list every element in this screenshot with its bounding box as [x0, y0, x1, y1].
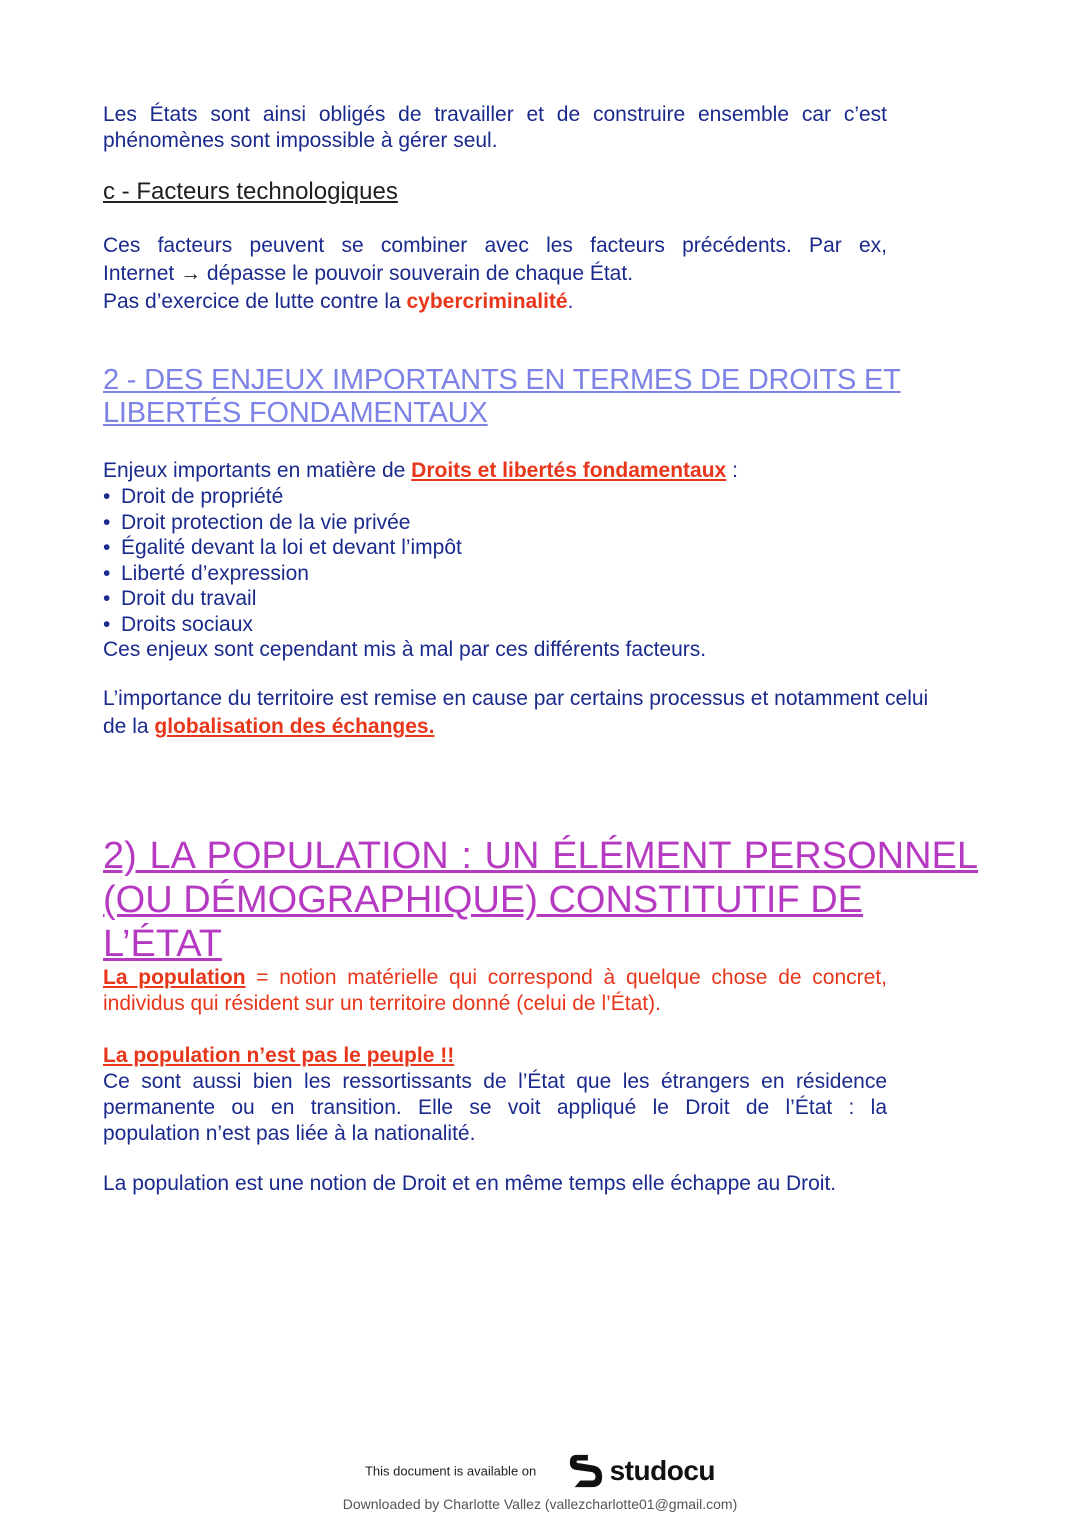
text-line — [103, 289, 887, 315]
section-heading-droits-libertes — [103, 364, 901, 430]
paragraph-population-droit — [103, 1171, 978, 1197]
text-segment: Enjeux importants en matière de — [103, 459, 412, 482]
text-line — [103, 458, 978, 484]
text-line: Ce sont aussi bien les ressortissants de l’État que les étrangers en résidence — [103, 1070, 887, 1093]
text-line: L’importance du territoire est remise en cause par certains processus et notamment celui — [103, 687, 929, 710]
list-item — [103, 586, 978, 612]
text-segment: . — [567, 290, 574, 313]
rights-list — [103, 484, 978, 637]
text-line: Ces enjeux sont cependant mis à mal par ces différents facteurs. — [103, 638, 707, 661]
bullet-icon: • — [103, 587, 111, 610]
footer-studocu — [0, 1452, 1080, 1512]
footer-available-text: This document is available on — [364, 1463, 537, 1479]
text-line: population n’est pas liée à la nationalité. — [103, 1122, 476, 1145]
bullet-icon: • — [103, 510, 111, 534]
keyword-cybercriminalite: cybercriminalité — [406, 290, 568, 313]
bullet-icon: • — [103, 561, 111, 585]
paragraph-states-cooperation — [103, 102, 887, 154]
text-line — [103, 965, 887, 991]
list-item-text: Égalité devant la loi et devant l’impôt — [121, 536, 462, 559]
text-line: Ces facteurs peuvent se combiner avec les facteurs précédents. Par ex, — [103, 234, 887, 257]
text-line: permanente ou en transition. Elle se voit appliqué le Droit de l’État : la — [103, 1096, 887, 1119]
list-item — [103, 510, 978, 536]
list-item — [103, 535, 978, 561]
keyword-globalisation: globalisation des échanges. — [154, 715, 435, 738]
list-item-text: Droit du travail — [121, 587, 257, 610]
text-line: phénomènes sont impossible à gérer seul. — [103, 129, 498, 152]
warning-population-peuple: La population n’est pas le peuple !! — [103, 1044, 455, 1067]
list-item — [103, 561, 978, 587]
text-segment: Pas d’exercice de lutte contre la — [103, 290, 407, 313]
studocu-logo-icon — [567, 1452, 605, 1490]
text-line — [103, 261, 887, 287]
chapter-heading-population — [103, 834, 978, 966]
bullet-icon: • — [103, 485, 111, 508]
paragraph-population-peuple — [103, 1043, 887, 1147]
subheading-technological-factors: c - Facteurs technologiques — [103, 178, 398, 205]
text-line: individus qui résident sur un territoire donné (celui de l’État). — [103, 992, 661, 1015]
text-line — [103, 714, 978, 740]
text-line: Les États sont ainsi obligés de travailler et de construire ensemble car c’est — [103, 103, 887, 126]
text-line: La population est une notion de Droit et en même temps elle échappe au Droit. — [103, 1172, 837, 1195]
text-segment: de la — [103, 715, 155, 738]
list-item — [103, 612, 978, 638]
list-item — [103, 484, 978, 510]
keyword-droits-libertes: Droits et libertés fondamentaux — [411, 459, 727, 482]
studocu-brand-text: studocu — [609, 1455, 715, 1486]
keyword-population: La population — [103, 966, 246, 989]
heading-line: LIBERTÉS FONDAMENTAUX — [103, 397, 488, 429]
paragraph-population-definition — [103, 965, 887, 1017]
heading-line: (OU DÉMOGRAPHIQUE) CONSTITUTIF DE L’ÉTAT — [103, 879, 863, 965]
text-segment: = notion matérielle qui correspond à quelque chose de concret, — [245, 966, 887, 989]
bullet-icon: • — [103, 536, 111, 559]
paragraph-technological-factors — [103, 233, 887, 315]
bullet-icon: • — [103, 612, 111, 636]
list-item-text: Liberté d’expression — [121, 561, 309, 585]
text-line — [103, 1043, 887, 1069]
text-segment: : — [726, 459, 738, 482]
paragraph-enjeux — [103, 458, 978, 663]
paragraph-territoire — [103, 686, 978, 740]
arrow-right-icon: → — [180, 262, 202, 285]
list-item-text: Droits sociaux — [121, 612, 253, 636]
studocu-logo[interactable] — [567, 1452, 715, 1490]
list-item-text: Droit de propriété — [121, 485, 284, 508]
list-item-text: Droit protection de la vie privée — [121, 510, 411, 534]
footer-downloaded-text: Downloaded by Charlotte Vallez (vallezcharlotte01@gmail.com) — [342, 1496, 738, 1512]
heading-line: 2) LA POPULATION : UN ÉLÉMENT PERSONNEL — [103, 835, 978, 877]
text-internet: Internet — [103, 262, 175, 285]
text-internet-rest: dépasse le pouvoir souverain de chaque État. — [206, 262, 634, 285]
heading-line: 2 - DES ENJEUX IMPORTANTS EN TERMES DE DROITS ET — [103, 364, 901, 396]
